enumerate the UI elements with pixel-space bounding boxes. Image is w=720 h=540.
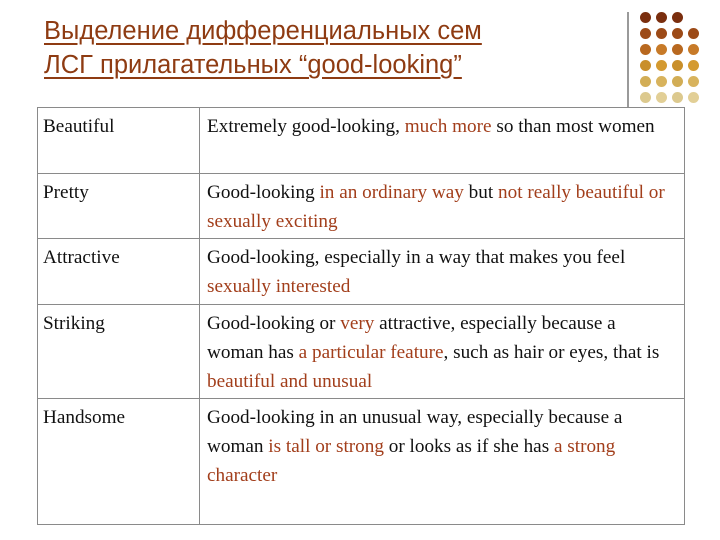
highlighted-text: in an ordinary way bbox=[319, 182, 464, 203]
decorative-dot bbox=[656, 44, 667, 55]
decorative-dot bbox=[688, 12, 699, 23]
definition-text: Good-looking in an unusual way, especially because a woman bbox=[207, 407, 623, 457]
definition-text: Good-looking, especially in a way that makes you feel bbox=[207, 247, 626, 268]
highlighted-text: sexually interested bbox=[207, 276, 351, 297]
decorative-dot bbox=[640, 28, 651, 39]
word-cell: Beautiful bbox=[38, 108, 200, 174]
highlighted-text: a particular feature bbox=[298, 342, 444, 363]
table-row bbox=[38, 108, 685, 174]
decorative-divider bbox=[627, 12, 629, 108]
decorative-dot bbox=[688, 28, 699, 39]
definition-cell bbox=[200, 174, 685, 239]
highlighted-text: is tall or strong bbox=[268, 436, 384, 457]
decorative-dot bbox=[688, 44, 699, 55]
decorative-dot bbox=[640, 12, 651, 23]
highlighted-text: very bbox=[340, 313, 375, 334]
decorative-dot bbox=[656, 28, 667, 39]
definition-text: Extremely good-looking, bbox=[207, 116, 405, 137]
decorative-dot bbox=[672, 76, 683, 87]
definition-text: but bbox=[463, 182, 498, 203]
definition-text: Good-looking bbox=[207, 182, 320, 203]
definition-text: or looks as if she has bbox=[383, 436, 554, 457]
word-cell: Striking bbox=[38, 305, 200, 399]
definition-text: , such as hair or eyes, that is bbox=[443, 342, 660, 363]
highlighted-text: a strong character bbox=[207, 436, 616, 486]
definition-text: attractive, especially because a woman has bbox=[207, 313, 616, 363]
table-row bbox=[38, 174, 685, 239]
decorative-dot bbox=[656, 92, 667, 103]
decorative-dot bbox=[688, 60, 699, 71]
highlighted-text: beautiful and unusual bbox=[207, 371, 373, 392]
synonym-table bbox=[37, 107, 685, 525]
highlighted-text: much more bbox=[404, 116, 492, 137]
decorative-dot bbox=[656, 76, 667, 87]
decorative-dot bbox=[656, 12, 667, 23]
slide-title-line-1: Выделение дифференциальных сем bbox=[44, 17, 482, 45]
decorative-dot bbox=[688, 92, 699, 103]
table-row bbox=[38, 239, 685, 305]
word-cell: Attractive bbox=[38, 239, 200, 305]
definition-cell bbox=[200, 239, 685, 305]
decorative-dot bbox=[640, 92, 651, 103]
slide-title bbox=[44, 14, 604, 82]
table-row bbox=[38, 305, 685, 399]
decorative-dot bbox=[640, 44, 651, 55]
decorative-dot-grid bbox=[640, 12, 699, 103]
decorative-dot bbox=[656, 60, 667, 71]
word-cell: Pretty bbox=[38, 174, 200, 239]
decorative-dot bbox=[672, 92, 683, 103]
table-row bbox=[38, 399, 685, 525]
decorative-dot bbox=[672, 28, 683, 39]
definition-cell bbox=[200, 108, 685, 174]
decorative-dot bbox=[672, 12, 683, 23]
slide-title-line-2: ЛСГ прилагательных “good-looking” bbox=[44, 51, 462, 79]
decorative-dot bbox=[640, 60, 651, 71]
word-cell: Handsome bbox=[38, 399, 200, 525]
definition-text: Good-looking or bbox=[207, 313, 341, 334]
decorative-dot bbox=[688, 76, 699, 87]
decorative-dot bbox=[640, 76, 651, 87]
highlighted-text: not really beautiful or sexually exciting bbox=[207, 182, 665, 232]
decorative-dot bbox=[672, 44, 683, 55]
definition-cell bbox=[200, 399, 685, 525]
definition-text: so than most women bbox=[491, 116, 655, 137]
decorative-dot bbox=[672, 60, 683, 71]
definition-cell bbox=[200, 305, 685, 399]
